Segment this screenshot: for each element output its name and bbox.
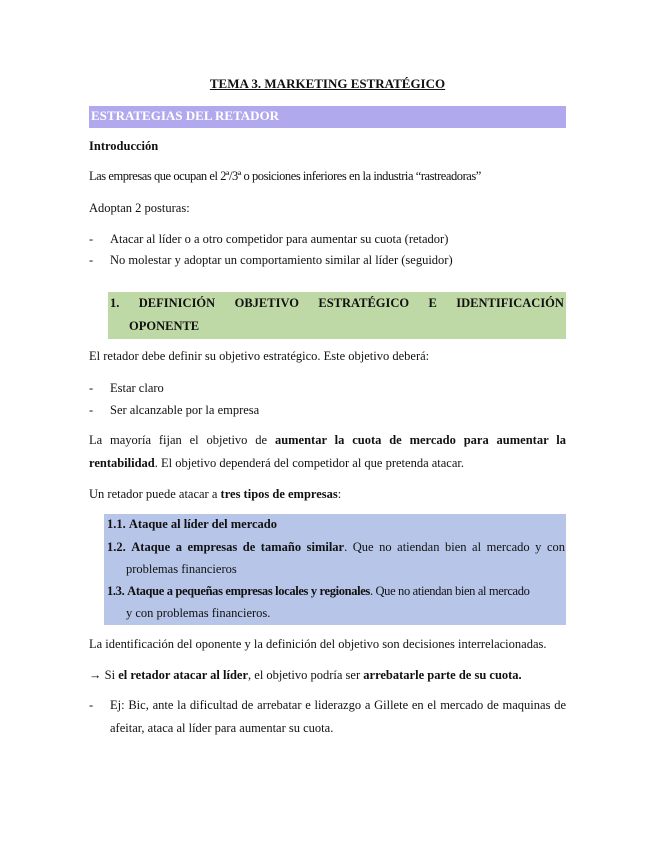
attack-item-cont: y con problemas financieros. xyxy=(126,606,271,620)
section-bar-retador: ESTRATEGIAS DEL RETADOR xyxy=(89,106,566,128)
page-title: TEMA 3. MARKETING ESTRATÉGICO xyxy=(209,76,446,91)
example-line2: afeitar, ataca al líder para aumentar su cuota. xyxy=(110,721,334,735)
majority-text: . El objetivo dependerá del competidor al que pretenda atacar. xyxy=(154,456,465,470)
intro-heading: Introducción xyxy=(89,139,159,153)
postures-intro: Adoptan 2 posturas: xyxy=(89,201,190,215)
attack-item xyxy=(107,540,565,555)
attack-number: 1.2. xyxy=(107,540,126,554)
posture-item: Atacar al líder o a otro competidor para aumentar su cuota (retador) xyxy=(110,232,449,246)
objective-intro: El retador debe definir su objetivo estratégico. Este objetivo deberá: xyxy=(89,349,430,363)
attack-item xyxy=(107,517,277,532)
section1-heading-line1 xyxy=(110,296,564,311)
posture-item: No molestar y adoptar un comportamiento similar al líder (seguidor) xyxy=(110,253,453,267)
section1-word: ESTRATÉGICO xyxy=(318,296,410,310)
arrow-bold: el retador atacar al líder xyxy=(118,668,249,682)
section1-word: OBJETIVO xyxy=(234,296,299,310)
majority-bold-rentabilidad: rentabilidad xyxy=(89,456,155,470)
section1-word: E xyxy=(428,296,437,310)
attack-item xyxy=(107,584,565,599)
bullet-dash: - xyxy=(89,698,94,712)
types-colon: : xyxy=(337,487,342,501)
attack-title: Ataque a pequeñas empresas locales y regionales xyxy=(127,584,370,598)
attack-title: Ataque al líder del mercado xyxy=(128,517,278,531)
objective-item: Estar claro xyxy=(110,381,164,395)
arrow-text: Si xyxy=(101,668,119,682)
section1-heading-line2: OPONENTE xyxy=(129,319,200,333)
interrelated-text: La identificación del oponente y la definición del objetivo son decisiones interrelacionadas. xyxy=(89,637,547,651)
majority-text: La mayoría fijan el objetivo de xyxy=(89,433,275,447)
example-line1: Ej: Bic, ante la dificultad de arrebatar e liderazgo a Gillete en el mercado de maquinas de xyxy=(110,698,566,712)
majority-bold: aumentar la cuota de mercado para aumentar la xyxy=(274,433,566,447)
intro-text: Las empresas que ocupan el 2ª/3ª o posiciones inferiores en la industria “rastreadoras” xyxy=(89,169,481,183)
majority-line1 xyxy=(89,433,566,448)
types-text: Un retador puede atacar a xyxy=(89,487,221,501)
attack-item-cont: problemas financieros xyxy=(126,562,237,576)
section1-word: DEFINICIÓN xyxy=(138,296,216,310)
section1-number: 1. xyxy=(110,296,120,310)
arrow-text: , el objetivo podría ser xyxy=(248,668,364,682)
attack-desc: . Que no atiendan bien al mercado y con xyxy=(344,540,565,554)
types-bold: tres tipos de empresas xyxy=(220,487,338,501)
bullet-dash: - xyxy=(89,232,94,246)
objective-item: Ser alcanzable por la empresa xyxy=(110,403,260,417)
attack-desc: . Que no atiendan bien al mercado xyxy=(369,584,530,598)
arrow-right-icon: → xyxy=(89,668,102,682)
attack-number: 1.3. xyxy=(107,584,125,598)
arrow-line xyxy=(89,668,566,683)
attack-number: 1.1. xyxy=(107,517,126,531)
bullet-dash: - xyxy=(89,253,94,267)
section1-word: IDENTIFICACIÓN xyxy=(456,296,564,310)
majority-line2 xyxy=(89,456,566,471)
bullet-dash: - xyxy=(89,381,94,395)
arrow-bold: arrebatarle parte de su cuota. xyxy=(363,668,522,682)
attack-title: Ataque a empresas de tamaño similar xyxy=(131,540,345,554)
bullet-dash: - xyxy=(89,403,94,417)
types-intro xyxy=(89,487,566,502)
